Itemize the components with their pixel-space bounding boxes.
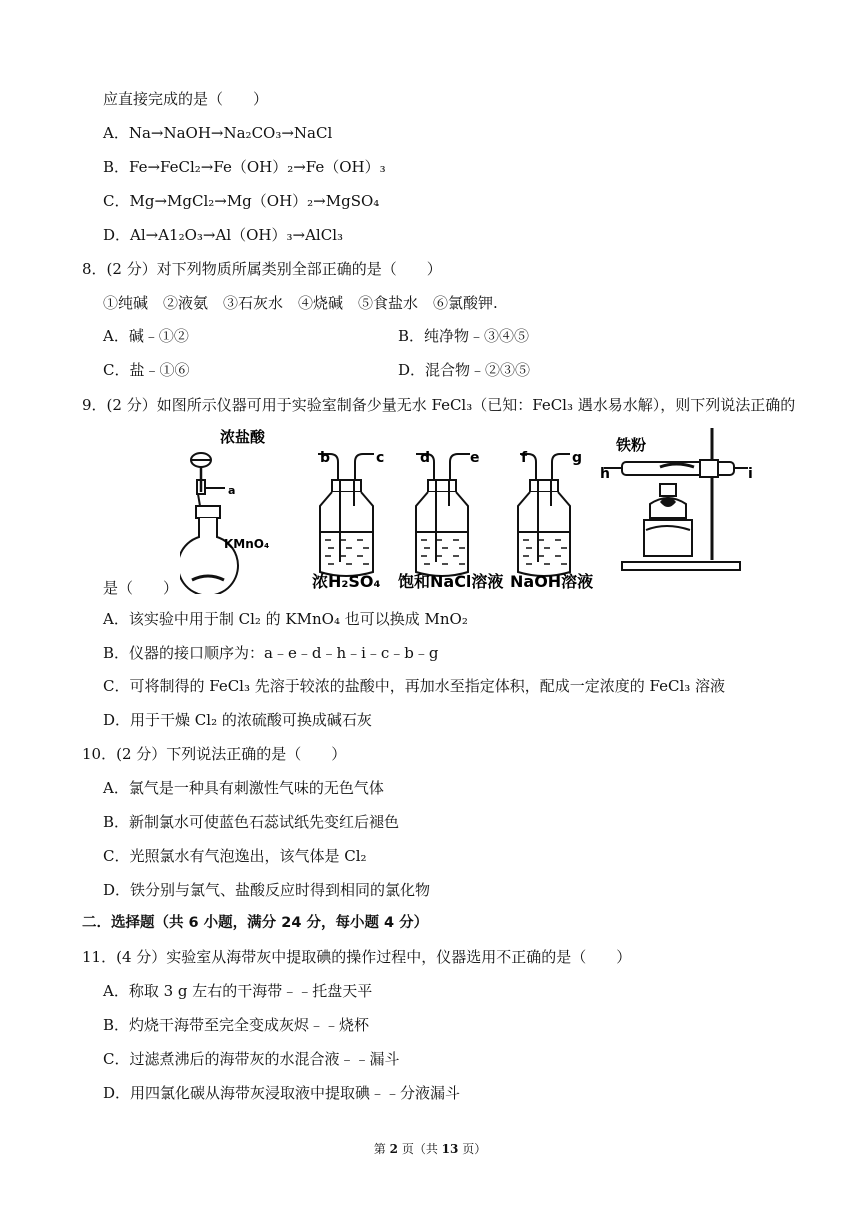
bottle-1-inlet: b xyxy=(320,450,331,466)
iron-tube-heater xyxy=(600,422,760,572)
wash-bottle-3 xyxy=(518,454,570,576)
question-9-option-c: C．可将制得的 FeCl₃ 先溶于较浓的盐酸中，再加水至指定体积，配成一定浓度的 FeCl₃ 溶液 xyxy=(103,677,726,695)
port-i-label: i xyxy=(748,466,753,482)
tube-label: 铁粉 xyxy=(616,436,647,454)
apparatus-figure xyxy=(180,422,620,594)
bottle-1-outlet: c xyxy=(376,450,385,466)
bottle-3-outlet: g xyxy=(572,450,583,466)
question-9-option-a: A．该实验中用于制 Cl₂ 的 KMnO₄ 也可以换成 MnO₂ xyxy=(103,610,468,628)
question-9-option-b: B．仪器的接口顺序为：a﹣e﹣d﹣h﹣i﹣c﹣b﹣g xyxy=(103,644,439,662)
bottle-1-label: 浓H₂SO₄ xyxy=(312,572,381,591)
question-8-option-c: C．盐﹣①⑥ xyxy=(103,361,190,379)
section-heading: 二．选择题（共 6 小题，满分 24 分，每小题 4 分） xyxy=(82,915,429,931)
footer-mid: 页（共 xyxy=(401,1142,438,1156)
question-7-option-b: B．Fe→FeCl₂→Fe（OH）₂→Fe（OH）₃ xyxy=(103,158,386,176)
question-7-option-a: A．Na→NaOH→Na₂CO₃→NaCl xyxy=(103,124,333,142)
bottle-3-inlet: f xyxy=(521,450,528,466)
bottle-2-inlet: d xyxy=(420,450,431,466)
question-8-option-a: A．碱﹣①② xyxy=(103,327,189,345)
flask-label: KMnO₄ xyxy=(224,537,270,551)
question-8-option-d: D．混合物﹣②③⑤ xyxy=(398,361,531,379)
wash-bottle-1 xyxy=(318,454,374,576)
bottle-3-label: NaOH溶液 xyxy=(510,572,594,591)
question-8-stem: 8．(2 分）对下列物质所属类别全部正确的是（ ） xyxy=(82,260,442,278)
question-9-stem: 9．(2 分）如图所示仪器可用于实验室制备少量无水 FeCl₃（已知：FeCl₃ 遇水易水解），则下列说法正确的 xyxy=(82,396,796,414)
question-7-option-d: D．Al→A1₂O₃→Al（OH）₃→AlCl₃ xyxy=(103,226,344,244)
question-10-option-a: A．氯气是一种具有刺激性气味的无色气体 xyxy=(103,779,384,797)
question-11-option-b: B．灼烧干海带至完全变成灰烬﹣﹣烧杯 xyxy=(103,1016,370,1034)
question-11-stem: 11．(4 分）实验室从海带灰中提取碘的操作过程中，仪器选用不正确的是（ ） xyxy=(82,948,632,966)
question-10-option-d: D．铁分别与氯气、盐酸反应时得到相同的氯化物 xyxy=(103,881,431,899)
port-h-label: h xyxy=(600,466,610,482)
question-7-option-c: C．Mg→MgCl₂→Mg（OH）₂→MgSO₄ xyxy=(103,192,380,210)
question-9-stem-tail: 是（ ） xyxy=(103,579,179,597)
question-11-option-a: A．称取 3 g 左右的干海带﹣﹣托盘天平 xyxy=(103,982,373,1000)
question-8-option-b: B．纯净物﹣③④⑤ xyxy=(398,327,530,345)
question-10-stem: 10．(2 分）下列说法正确的是（ ） xyxy=(82,745,347,763)
footer-prefix: 第 xyxy=(373,1142,386,1156)
wash-bottle-2 xyxy=(416,454,470,576)
bottle-2-label: 饱和NaCl溶液 xyxy=(398,572,504,591)
question-11-option-d: D．用四氯化碳从海带灰浸取液中提取碘﹣﹣分液漏斗 xyxy=(103,1084,461,1102)
question-7-stem-tail: 应直接完成的是（ ） xyxy=(103,90,269,108)
port-a-label: a xyxy=(228,484,236,497)
bottle-2-outlet: e xyxy=(470,450,480,466)
footer-total-pages: 13 xyxy=(441,1142,459,1156)
question-8-items: ①纯碱 ②液氨 ③石灰水 ④烧碱 ⑤食盐水 ⑥氯酸钾. xyxy=(103,294,498,312)
question-11-option-c: C．过滤煮沸后的海带灰的水混合液﹣﹣漏斗 xyxy=(103,1050,400,1068)
page-footer xyxy=(0,1140,860,1157)
question-9-option-d: D．用于干燥 Cl₂ 的浓硫酸可换成碱石灰 xyxy=(103,711,372,729)
question-10-option-c: C．光照氯水有气泡逸出，该气体是 Cl₂ xyxy=(103,847,367,865)
footer-page-number: 2 xyxy=(389,1142,398,1156)
footer-suffix: 页） xyxy=(462,1142,487,1156)
funnel-label: 浓盐酸 xyxy=(220,428,266,446)
chlorine-generator xyxy=(180,453,238,594)
question-10-option-b: B．新制氯水可使蓝色石蕊试纸先变红后褪色 xyxy=(103,813,400,831)
